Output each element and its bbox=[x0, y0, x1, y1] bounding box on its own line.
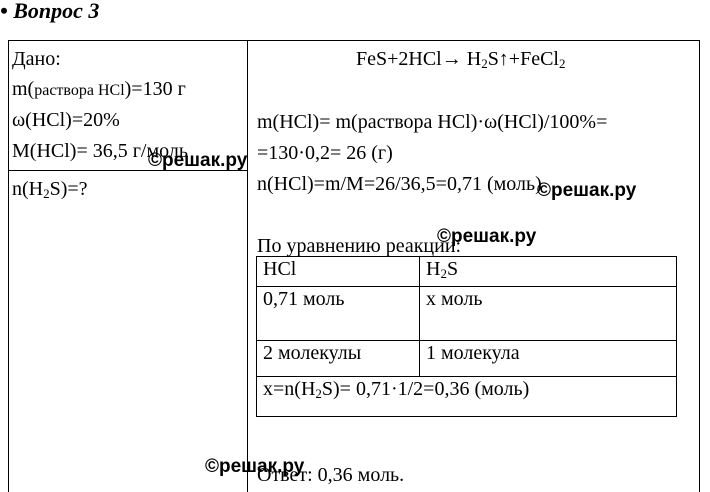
table-header-h2s: $H_2S$ bbox=[420, 257, 677, 287]
table-cell: 0,71 моль bbox=[257, 287, 420, 341]
given-label: Дано: bbox=[12, 48, 61, 70]
answer-text: Ответ: 0,36 моль. bbox=[257, 464, 405, 486]
table-cell: х моль bbox=[420, 287, 677, 341]
column-divider bbox=[247, 40, 248, 492]
find-amount: $n(H_2S)=$? bbox=[12, 178, 88, 201]
given-molar-mass: M(HCl)= 36,5 г/моль bbox=[12, 140, 188, 162]
question-header bbox=[0, 0, 99, 24]
table-cell: 1 молекула bbox=[420, 341, 677, 377]
table-result: $х=n(H_2S)= 0,71\cdot 1/2=0,36$ (моль) bbox=[257, 377, 677, 417]
given-omega: ω(HCl)=20% bbox=[12, 109, 120, 131]
equation-label: По уравнению реакции: bbox=[257, 235, 462, 257]
table-row bbox=[257, 257, 677, 287]
watermark: ©решак.ру bbox=[437, 226, 537, 247]
given-mass: m(раствора HCl)=130 г bbox=[12, 78, 186, 100]
solution-line-1: m(HCl)= m(раствора HCl)·ω(HCl)/100%= bbox=[257, 111, 608, 133]
header-bullet: • bbox=[0, 0, 8, 23]
table-row bbox=[257, 341, 677, 377]
solution-line-2: =130·0,2= 26 (г) bbox=[257, 142, 393, 164]
watermark: ©решак.ру bbox=[537, 180, 637, 201]
watermark: ©решак.ру bbox=[148, 150, 248, 171]
header-title: Вопрос 3 bbox=[13, 0, 100, 23]
reaction-equation: $FeS+2HCl\to H_2S↑+FeCl_2$ bbox=[356, 48, 566, 71]
table-row bbox=[257, 377, 677, 417]
table-header-hcl: HCl bbox=[257, 257, 420, 287]
ratio-table bbox=[256, 256, 677, 417]
table-cell: 2 молекулы bbox=[257, 341, 420, 377]
table-row bbox=[257, 287, 677, 341]
solution-line-3: n(HCl)=m/M=26/36,5=0,71 (моль) bbox=[257, 173, 542, 195]
watermark: ©решак.ру bbox=[205, 456, 305, 477]
